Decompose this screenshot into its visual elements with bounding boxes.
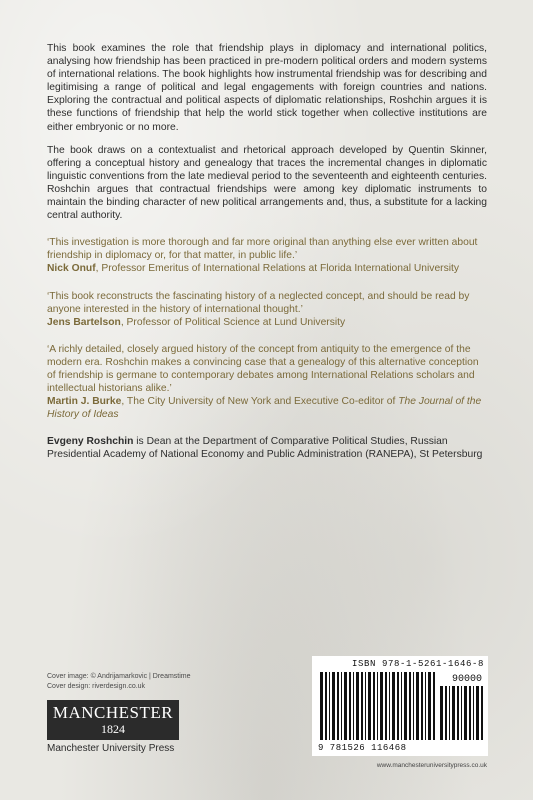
publisher-logo-year: 1824 <box>101 722 125 736</box>
publisher-block <box>47 700 187 754</box>
blurb-author-name: Jens Bartelson <box>47 316 121 328</box>
description-paragraph-1: This book examines the role that friendship plays in diplomacy and international politics, analysing how friendship has been practiced in pre-modern political orders and modern systems of international relations. The book highlights how instrumental friendship was for describing and legitimising a range of political and legal engagements with foreign countries and nations. Exploring the contractual and political aspects of diplomatic relationships, Roshchin argues it is these functions of friendship that help the world stick together when collective institutions are either embryonic or no more. <box>47 43 487 133</box>
barcode-icon <box>312 656 488 756</box>
blurb-author-role: , Professor of Political Science at Lund University <box>120 316 346 328</box>
blurb-quote: ‘This book reconstructs the fascinating history of a neglected concept, and should be read by anyone interested in the history of international thought.’ <box>47 290 470 315</box>
author-bio <box>47 435 487 461</box>
blurb-onuf <box>47 236 487 275</box>
blurb-attribution <box>47 262 487 275</box>
cover-image-credit: Cover image: © Andrijamarkovic | Dreamstime <box>47 673 191 680</box>
price-code: 90000 <box>451 674 482 685</box>
author-name: Evgeny Roshchin <box>47 436 134 448</box>
publisher-name: Manchester University Press <box>47 743 175 754</box>
barcode-digits: 9 781526 116468 <box>318 743 407 753</box>
blurb-burke <box>47 343 487 422</box>
cover-design-credit: Cover design: riverdesign.co.uk <box>47 683 146 690</box>
blurb-author-name: Martin J. Burke <box>47 396 122 408</box>
description-paragraph-2: The book draws on a contextualist and rhetorical approach developed by Quentin Skinner, offering a conceptual history and genealogy that traces the incremental changes in diplomatic linguistic conventions from the late medieval period to the seventeenth and eighteenth centuries. Roshchin argues that contractual friendships were among key diplomatic instruments to maintain the binding character of new political arrangements and, thus, a substitute for a lacking central authority. <box>47 144 487 222</box>
blurb-journal-title: The Journal of the History of Ideas <box>47 396 482 421</box>
publisher-logo-name: MANCHESTER <box>52 703 174 722</box>
blurb-author-name: Nick Onuf <box>47 263 96 275</box>
blurb-bartelson <box>47 290 487 329</box>
cover-credits <box>47 672 191 692</box>
isbn-barcode <box>312 656 488 756</box>
author-bio-text: is Dean at the Department of Comparative Political Studies, Russian Presidential Academy of National Economy and Public Administration (RANEPA), St Petersburg <box>47 436 483 461</box>
publisher-website: www.manchesteruniversitypress.co.uk <box>376 762 487 769</box>
blurb-author-role: , The City University of New York and Executive Co-editor of <box>121 396 399 408</box>
blurb-attribution <box>47 395 487 421</box>
blurb-author-role: , Professor Emeritus of International Relations at Florida International University <box>95 263 460 275</box>
back-cover-text <box>47 42 487 472</box>
isbn-number: ISBN 978-1-5261-1646-8 <box>351 659 484 669</box>
publisher-logo <box>47 700 179 740</box>
blurb-attribution <box>47 316 487 329</box>
blurb-quote: ‘A richly detailed, closely argued history of the concept from antiquity to the emergence of the modern era. Roshchin makes a convincing case that a genealogy of this alternative conception of friendship is germane to contemporary debates among International Relations scholars and intellectual historians alike.’ <box>47 343 479 395</box>
blurb-quote: ‘This investigation is more thorough and far more original than anything else ever written about friendship in diplomacy or, for that matter, in public life.’ <box>47 237 478 262</box>
